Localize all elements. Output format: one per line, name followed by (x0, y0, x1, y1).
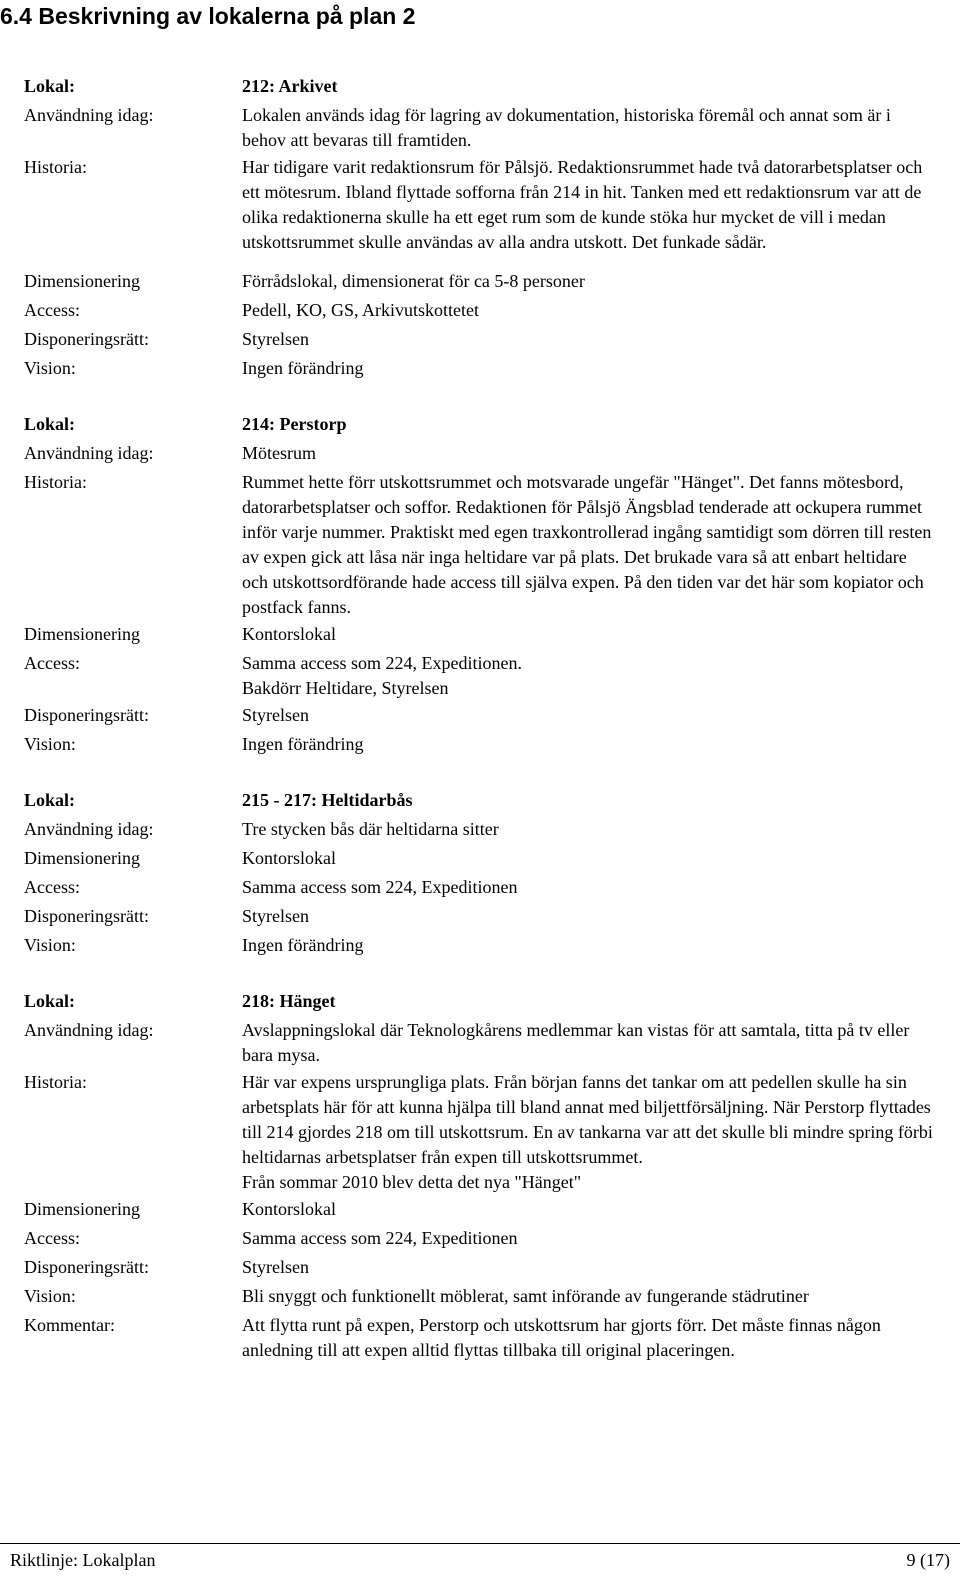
row-kommentar (24, 1313, 940, 1363)
usage-text: Tre stycken bås där heltidarna sitter (242, 819, 499, 839)
row-access (24, 875, 940, 900)
row-anvandning (24, 1018, 940, 1068)
row-access (24, 1226, 940, 1251)
label-dimensionering: Dimensionering (24, 1199, 140, 1219)
label-access: Access: (24, 653, 80, 673)
history-text-2010: Från sommar 2010 blev detta det nya "Hänget" (242, 1172, 582, 1192)
label-disponeringsratt: Disponeringsrätt: (24, 705, 149, 725)
footer-document-title: Riktlinje: Lokalplan (10, 1550, 156, 1570)
history-text: Har tidigare varit redaktionsrum för Pålsjö. Redaktionsrummet hade två datorarbetsplatser och ett mötesrum. Ibland flyttade sofforna från 214 in hit. Tanken med ett redaktionsrum var att de olika redaktionerna skulle ha ett eget rum som de kunde stöka hur mycket de vill i medan utskottsrummet skulle användas av alla andra utskott. Det funkade sådär. (242, 157, 923, 252)
row-disponeringsratt (24, 904, 940, 929)
vision-text: Ingen förändring (242, 358, 364, 378)
row-anvandning (24, 817, 940, 842)
label-anvandning: Användning idag: (24, 105, 154, 125)
label-historia: Historia: (24, 1072, 87, 1092)
row-dimensionering (24, 622, 940, 647)
label-historia: Historia: (24, 472, 87, 492)
row-vision (24, 933, 940, 958)
label-kommentar: Kommentar: (24, 1315, 115, 1335)
access-text: Samma access som 224, Expeditionen (242, 1228, 518, 1248)
disposal-text: Styrelsen (242, 1257, 309, 1277)
disposal-text: Styrelsen (242, 329, 309, 349)
row-lokal (24, 788, 940, 813)
row-lokal (24, 989, 940, 1014)
row-historia (24, 155, 940, 255)
label-historia: Historia: (24, 157, 87, 177)
label-vision: Vision: (24, 1286, 76, 1306)
room-name: 212: Arkivet (242, 76, 338, 96)
page-footer (0, 1543, 960, 1582)
usage-text: Mötesrum (242, 443, 316, 463)
label-anvandning: Användning idag: (24, 443, 154, 463)
row-lokal (24, 412, 940, 437)
disposal-text: Styrelsen (242, 906, 309, 926)
row-dimensionering (24, 269, 940, 294)
row-dimensionering (24, 1197, 940, 1222)
row-vision (24, 732, 940, 757)
row-historia (24, 470, 940, 620)
row-disponeringsratt (24, 327, 940, 352)
label-vision: Vision: (24, 734, 76, 754)
access-text: Pedell, KO, GS, Arkivutskottetet (242, 300, 479, 320)
label-dimensionering: Dimensionering (24, 271, 140, 291)
label-lokal: Lokal: (24, 991, 76, 1011)
access-block (242, 651, 940, 701)
room-section-212 (24, 74, 940, 381)
label-vision: Vision: (24, 358, 76, 378)
label-lokal: Lokal: (24, 414, 76, 434)
label-disponeringsratt: Disponeringsrätt: (24, 329, 149, 349)
label-anvandning: Användning idag: (24, 819, 154, 839)
row-access (24, 298, 940, 323)
row-dimensionering (24, 846, 940, 871)
usage-text: Avslappningslokal där Teknologkårens medlemmar kan vistas för att samtala, titta på tv eller bara mysa. (242, 1020, 910, 1065)
dimension-text: Kontorslokal (242, 848, 336, 868)
dimension-text: Kontorslokal (242, 624, 336, 644)
dimension-text: Kontorslokal (242, 1199, 336, 1219)
room-section-214 (24, 412, 940, 757)
history-block (242, 1070, 940, 1195)
usage-text: Lokalen används idag för lagring av dokumentation, historiska föremål och annat som är i behov att bevaras till framtiden. (242, 105, 891, 150)
access-text: Samma access som 224, Expeditionen. (242, 653, 522, 673)
label-access: Access: (24, 300, 80, 320)
label-lokal: Lokal: (24, 76, 76, 96)
label-vision: Vision: (24, 935, 76, 955)
vision-text: Ingen förändring (242, 734, 364, 754)
vision-text: Ingen förändring (242, 935, 364, 955)
row-disponeringsratt (24, 703, 940, 728)
row-historia (24, 1070, 940, 1195)
disposal-text: Styrelsen (242, 705, 309, 725)
section-heading: 6.4 Beskrivning av lokalerna på plan 2 (0, 3, 416, 29)
row-lokal (24, 74, 940, 99)
row-vision (24, 356, 940, 381)
row-anvandning (24, 441, 940, 466)
row-vision (24, 1284, 940, 1309)
room-descriptions (24, 74, 940, 1394)
dimension-text: Förrådslokal, dimensionerat för ca 5-8 personer (242, 271, 585, 291)
label-dimensionering: Dimensionering (24, 848, 140, 868)
label-anvandning: Användning idag: (24, 1020, 154, 1040)
room-name: 218: Hänget (242, 991, 336, 1011)
label-dimensionering: Dimensionering (24, 624, 140, 644)
footer-page-number: 9 (17) (906, 1550, 950, 1570)
label-access: Access: (24, 1228, 80, 1248)
label-lokal: Lokal: (24, 790, 76, 810)
room-name: 215 - 217: Heltidarbås (242, 790, 413, 810)
room-section-215-217 (24, 788, 940, 958)
label-access: Access: (24, 877, 80, 897)
room-section-218 (24, 989, 940, 1363)
label-disponeringsratt: Disponeringsrätt: (24, 1257, 149, 1277)
access-text: Samma access som 224, Expeditionen (242, 877, 518, 897)
room-name: 214: Perstorp (242, 414, 347, 434)
comment-text: Att flytta runt på expen, Perstorp och utskottsrum har gjorts förr. Det måste finnas någon anledning till att expen alltid flyttas tillbaka till original placeringen. (242, 1315, 881, 1360)
access-backdoor-text: Bakdörr Heltidare, Styrelsen (242, 678, 449, 698)
label-disponeringsratt: Disponeringsrätt: (24, 906, 149, 926)
row-anvandning (24, 103, 940, 153)
history-text: Rummet hette förr utskottsrummet och motsvarade ungefär "Hänget". Det fanns mötesbord, datorarbetsplatser och soffor. Redaktionen för Pålsjö Ängsblad tenderade att ockupera rummet inför varje nummer. Praktiskt med egen traxkontrollerad ingång samtidigt som dörren till resten av expen gick att låsa när inga heltidare var på plats. Det brukade vara så att enbart heltidare och utskottsordförande hade access till själva expen. På den tiden var det här som kopiator och postfack fanns. (242, 472, 932, 617)
row-access (24, 651, 940, 701)
vision-text: Bli snyggt och funktionellt möblerat, samt införande av fungerande städrutiner (242, 1286, 809, 1306)
row-disponeringsratt (24, 1255, 940, 1280)
history-text: Här var expens ursprungliga plats. Från början fanns det tankar om att pedellen skulle ha sin arbetsplats här för att kunna hjälpa till bland annat med biljettförsäljning. När Perstorp flyttades till 214 gjordes 218 om till utskottsrum. En av tankarna var att det skulle bli mindre spring förbi heltidarnas arbetsplatser från expen till utskottsrummet. (242, 1072, 933, 1167)
